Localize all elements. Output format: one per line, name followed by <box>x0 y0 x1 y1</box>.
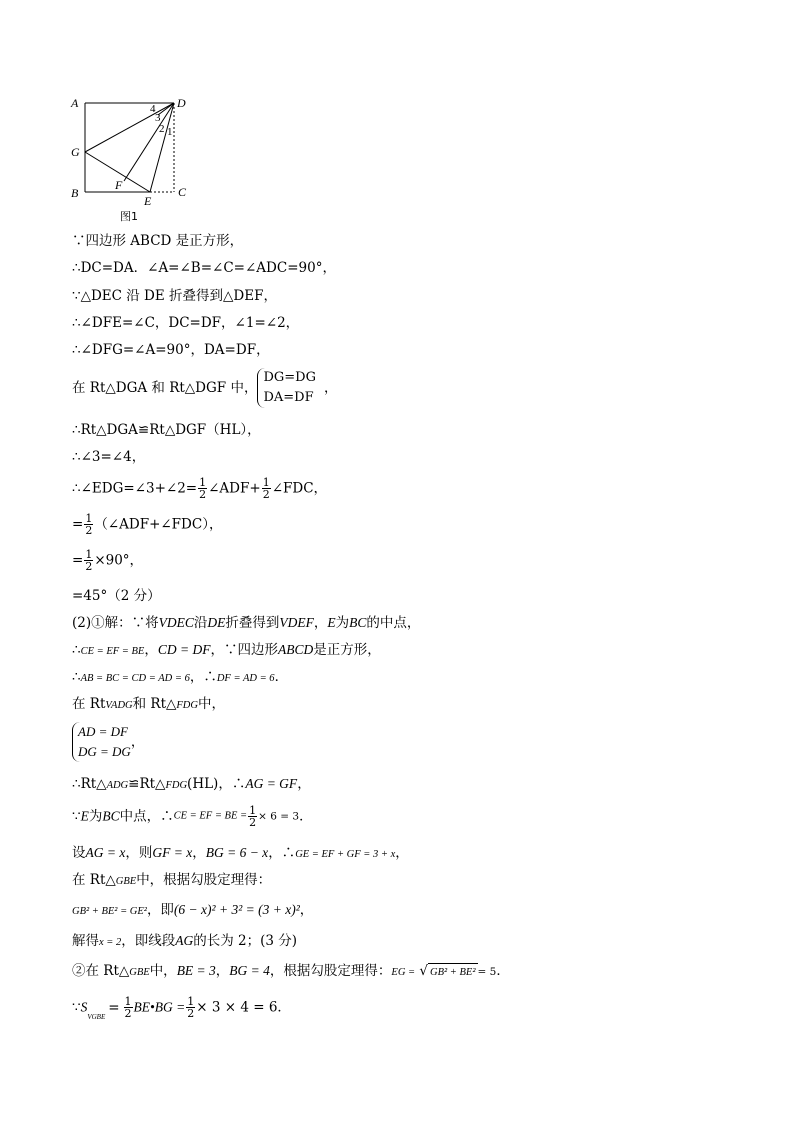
text: = <box>108 999 120 1016</box>
text: ∴Rt△DGA≌Rt△DGF（HL）， <box>72 422 261 438</box>
math: BC <box>102 808 120 824</box>
line-17 <box>72 722 144 762</box>
line-1 <box>72 232 243 250</box>
math: E <box>327 615 336 630</box>
math: BC <box>349 615 367 630</box>
math: × 6 = 3 <box>258 810 300 823</box>
label-E: E <box>144 194 152 208</box>
label-G: G <box>71 145 80 159</box>
line-7 <box>72 421 261 439</box>
text: ∴∠EDG=∠3+∠2= <box>72 480 198 497</box>
text: ∵ <box>72 808 81 825</box>
math: GBE <box>115 876 137 887</box>
sqrt-symbol: √ <box>419 963 429 979</box>
label-B: B <box>71 186 79 200</box>
text: ∴∠DFG=∠A=90°，DA=DF， <box>72 342 270 358</box>
text: ， <box>299 902 314 918</box>
line-22 <box>72 901 313 921</box>
line-3 <box>72 287 277 305</box>
angle-label-1: 1 <box>167 126 173 138</box>
text: 的长为 2；(3 分) <box>193 933 298 949</box>
label-A: A <box>71 96 79 110</box>
text: ，∴ <box>268 845 296 861</box>
text: 中， <box>149 963 177 979</box>
denominator: 2 <box>124 1007 132 1020</box>
text: ， <box>215 963 230 979</box>
line-21 <box>72 871 271 891</box>
math: CE = EF = BE = <box>173 810 248 822</box>
angle-label-3: 3 <box>155 112 161 124</box>
figure-caption: 图1 <box>120 210 138 223</box>
text: ． <box>299 808 313 825</box>
fraction <box>198 477 207 500</box>
label-C: C <box>178 185 187 199</box>
math: × 3 × 4 = 6 <box>196 999 278 1016</box>
text: = <box>72 516 84 533</box>
fraction <box>84 549 93 572</box>
text: 在 Rt <box>72 696 106 712</box>
text: ∴∠DFE=∠C，DC=DF，∠1=∠2， <box>72 315 300 331</box>
text: 为 <box>88 808 103 825</box>
label-D: D <box>177 96 186 110</box>
equation: DG = DG <box>78 744 131 759</box>
text: 中，根据勾股定理得： <box>136 872 272 888</box>
text: ，即线段 <box>121 933 176 949</box>
text: 在 Rt△DGA 和 Rt△DGF 中， <box>72 380 258 396</box>
text: ∴Rt△ <box>72 776 107 792</box>
line-23 <box>72 932 297 952</box>
numerator: 1 <box>85 548 93 561</box>
fraction <box>262 477 271 500</box>
text: ×90°， <box>94 552 144 569</box>
geometry-figure <box>62 94 202 226</box>
line-12 <box>72 587 161 605</box>
text: =45°（2 分） <box>72 588 161 604</box>
text: 折叠得到 <box>225 615 280 631</box>
math: AG = GF <box>245 776 298 791</box>
math: ADG <box>106 780 129 791</box>
text: ∵△DEC 沿 DE 折叠得到△DEF， <box>72 288 277 304</box>
numerator: 1 <box>85 512 93 525</box>
text: 和 Rt△ <box>132 696 177 712</box>
text: ∴DC=DA．∠A=∠B=∠C=∠ADC=90°， <box>72 260 336 276</box>
text: ， <box>144 642 158 658</box>
math: AB = BC = CD = AD = 6 <box>80 673 190 684</box>
line-8 <box>72 448 145 466</box>
text: ≌Rt△ <box>128 776 166 792</box>
math: AG <box>175 933 194 948</box>
fraction <box>84 513 93 536</box>
math: AG = x <box>85 845 126 860</box>
math: VGBE <box>87 1013 106 1021</box>
line-15 <box>72 668 288 688</box>
line-9 <box>72 477 327 500</box>
denominator: 2 <box>85 524 93 537</box>
angle-label-2: 2 <box>159 123 165 135</box>
text: ，则 <box>125 845 153 861</box>
line-5 <box>72 341 270 359</box>
fraction <box>186 996 195 1019</box>
math: x = 2 <box>99 937 122 948</box>
text: ∠FDC， <box>271 480 328 497</box>
math: = 5 <box>477 966 497 978</box>
text: 中， <box>197 696 225 712</box>
text: ，∴ <box>189 669 217 685</box>
text: （∠ADF+∠FDC）， <box>94 516 223 533</box>
math: ABCD <box>277 642 314 657</box>
denominator: 2 <box>187 1007 195 1020</box>
math: EG = <box>391 967 416 978</box>
text: ∴ <box>72 642 81 658</box>
denominator: 2 <box>199 488 207 501</box>
math: FDG <box>165 780 188 791</box>
math: S <box>80 999 88 1015</box>
text: ， <box>323 380 338 396</box>
math: GB² + BE² <box>428 963 477 982</box>
math: VADG <box>105 700 133 711</box>
segment-DE <box>150 103 174 192</box>
line-11 <box>72 549 143 572</box>
math: BE•BG = <box>133 999 186 1015</box>
text: (2)①解：∵将 <box>72 615 159 631</box>
equation: AD = DF <box>78 724 128 739</box>
line-14 <box>72 641 381 661</box>
line-24 <box>72 962 510 982</box>
line-4 <box>72 314 299 332</box>
text: ， <box>313 615 328 631</box>
line-2 <box>72 259 336 277</box>
math: FDG <box>176 700 198 711</box>
text: 解得 <box>72 933 99 949</box>
denominator: 2 <box>262 488 270 501</box>
math: BG = 6 − x <box>205 845 269 860</box>
text: = <box>72 552 84 569</box>
text: ∵ <box>72 999 81 1016</box>
math: DE <box>207 615 226 630</box>
text: ， <box>130 734 145 750</box>
numerator: 1 <box>249 804 257 817</box>
math: GBE <box>129 967 150 978</box>
line-19 <box>72 805 313 828</box>
equation: DA=DF <box>263 390 314 405</box>
denominator: 2 <box>85 560 93 573</box>
text: ， <box>395 845 409 861</box>
math: E <box>80 808 89 824</box>
text: ，根据勾股定理得： <box>269 963 392 979</box>
text: ∴ <box>72 669 81 685</box>
line-20 <box>72 844 409 864</box>
math: CD = DF <box>157 642 211 657</box>
line-13 <box>72 614 420 632</box>
segment-DF <box>124 103 174 181</box>
text: 沿 <box>193 615 208 631</box>
equation: DG=DG <box>263 370 316 385</box>
line-6 <box>72 368 337 408</box>
text: ， <box>297 776 311 792</box>
math: VDEF <box>279 615 314 630</box>
line-10 <box>72 513 222 536</box>
text: ， <box>192 845 206 861</box>
math: GE = EF + GF = 3 + x <box>295 849 396 860</box>
numerator: 1 <box>199 476 207 489</box>
equation-system <box>72 722 131 762</box>
math: (6 − x)² + 3² = (3 + x)² <box>173 902 300 917</box>
text: 中点，∴ <box>119 808 174 825</box>
equation-system <box>257 368 316 408</box>
text: ． <box>277 999 291 1016</box>
line-25 <box>72 996 291 1026</box>
math: CE = EF = BE <box>80 646 145 657</box>
fraction <box>248 805 257 828</box>
math: VDEC <box>158 615 194 630</box>
text: ，∵四边形 <box>210 642 278 658</box>
text: ． <box>274 669 289 685</box>
text: 的中点， <box>366 615 421 631</box>
numerator: 1 <box>124 995 132 1008</box>
math: GF = x <box>152 845 193 860</box>
math: DF = AD = 6 <box>216 673 275 684</box>
text: 是正方形， <box>313 642 381 658</box>
math: BE = 3 <box>176 963 216 978</box>
text: ②在 Rt△ <box>72 963 130 979</box>
line-18 <box>72 775 311 795</box>
text: ∠ADF+ <box>208 480 261 497</box>
text: 设 <box>72 845 86 861</box>
label-F: F <box>115 178 123 192</box>
text: 在 Rt△ <box>72 872 116 888</box>
math: GB² + BE² = GE² <box>72 906 147 917</box>
text: ∵四边形 ABCD 是正方形， <box>72 233 244 249</box>
text: (HL)，∴ <box>187 776 246 792</box>
text: ∴∠3=∠4， <box>72 449 146 465</box>
numerator: 1 <box>262 476 270 489</box>
angle-label-4: 4 <box>150 103 156 115</box>
fraction <box>124 996 133 1019</box>
denominator: 2 <box>249 816 257 829</box>
numerator: 1 <box>187 995 195 1008</box>
math: BG = 4 <box>229 963 270 978</box>
line-16 <box>72 695 225 715</box>
text: 为 <box>335 615 350 631</box>
text: ． <box>496 963 510 979</box>
text: ，即 <box>146 902 174 918</box>
